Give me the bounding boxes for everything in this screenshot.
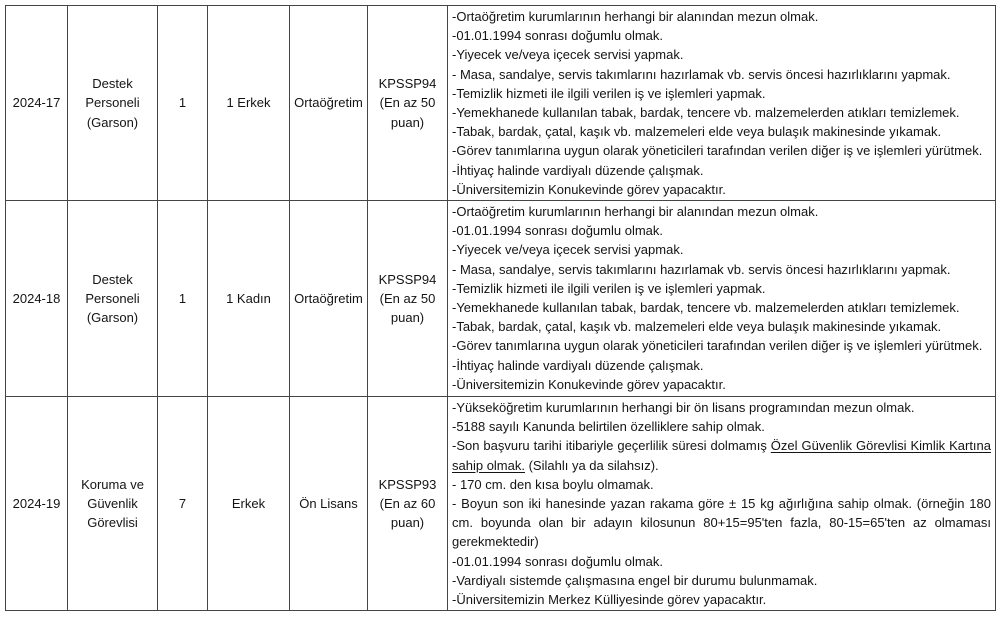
gender-cell: Erkek <box>208 397 290 611</box>
gender-cell: 1 Erkek <box>208 6 290 201</box>
job-table-body <box>6 6 996 611</box>
gender-cell: 1 Kadın <box>208 201 290 397</box>
education-cell: Ortaöğretim <box>290 6 368 201</box>
requirement-line: -5188 sayılı Kanunda belirtilen özelliklere sahip olmak. <box>452 419 765 435</box>
requirement-text: -Son başvuru tarihi itibariyle geçerlilik süresi dolmamış <box>452 438 771 454</box>
job-title-cell: Destek Personeli (Garson) <box>68 6 158 201</box>
job-title-cell: Destek Personeli (Garson) <box>68 201 158 397</box>
education-cell: Ortaöğretim <box>290 201 368 397</box>
position-count-cell: 7 <box>158 397 208 611</box>
requirement-line: -Üniversitemizin Merkez Külliyesinde görev yapacaktır. <box>452 592 767 608</box>
requirement-line: -Üniversitemizin Konukevinde görev yapacaktır. <box>452 376 726 392</box>
requirement-line: -İhtiyaç halinde vardiyalı düzende çalışmak. <box>452 357 704 373</box>
requirement-line: -Görev tanımlarına uygun olarak yöneticileri tarafından verilen diğer iş ve işlemleri yürütmek. <box>452 143 983 159</box>
requirement-line: -01.01.1994 sonrası doğumlu olmak. <box>452 223 664 239</box>
requirement-line: -Ortaöğretim kurumlarının herhangi bir alanından mezun olmak. <box>452 9 819 24</box>
requirement-line: -Temizlik hizmeti ile ilgili verilen iş ve işlemleri yapmak. <box>452 280 766 296</box>
requirement-line: -Tabak, bardak, çatal, kaşık vb. malzemeleri elde veya bulaşık makinesinde yıkamak. <box>452 319 942 335</box>
requirement-line: -Ortaöğretim kurumlarının herhangi bir alanından mezun olmak. <box>452 204 819 220</box>
job-title-cell: Koruma ve Güvenlik Görevlisi <box>68 397 158 611</box>
kpss-score-cell: KPSSP94 (En az 50 puan) <box>368 201 448 397</box>
position-count-cell: 1 <box>158 201 208 397</box>
requirement-line: -Vardiyalı sistemde çalışmasına engel bir durumu bulunmamak. <box>452 572 818 588</box>
underlined-requirement-text: Özel Güvenlik Görevlisi Kimlik Kartına sahip olmak. <box>452 438 992 473</box>
requirement-line: -Tabak, bardak, çatal, kaşık vb. malzemeleri elde veya bulaşık makinesinde yıkamak. <box>452 124 942 140</box>
table-row <box>6 201 996 397</box>
requirement-line <box>452 436 991 474</box>
requirement-line: -Yemekhanede kullanılan tabak, bardak, tencere vb. malzemelerden atıkları temizlemek. <box>452 105 960 121</box>
requirement-line: -İhtiyaç halinde vardiyalı düzende çalışmak. <box>452 162 704 178</box>
requirement-line: -Temizlik hizmeti ile ilgili verilen iş ve işlemleri yapmak. <box>452 85 766 101</box>
job-code-cell: 2024-18 <box>6 201 68 397</box>
requirements-cell <box>448 397 996 611</box>
requirement-line: -Yiyecek ve/veya içecek servisi yapmak. <box>452 242 684 258</box>
job-postings-table-container <box>5 5 996 611</box>
requirement-line: -Yemekhanede kullanılan tabak, bardak, tencere vb. malzemelerden atıkları temizlemek. <box>452 300 960 316</box>
requirements-cell <box>448 6 996 201</box>
education-cell: Ön Lisans <box>290 397 368 611</box>
requirements-cell <box>448 201 996 397</box>
requirement-line: - 170 cm. den kısa boylu olmamak. <box>452 476 654 492</box>
job-code-cell: 2024-17 <box>6 6 68 201</box>
table-row <box>6 6 996 201</box>
requirement-line: - Masa, sandalye, servis takımlarını hazırlamak vb. servis öncesi hazırlıklarını yapmak. <box>452 66 951 82</box>
kpss-score-cell: KPSSP93 (En az 60 puan) <box>368 397 448 611</box>
requirement-line: -01.01.1994 sonrası doğumlu olmak. <box>452 28 664 44</box>
job-code-cell: 2024-19 <box>6 397 68 611</box>
job-postings-table <box>5 5 996 611</box>
requirement-line: -Yiyecek ve/veya içecek servisi yapmak. <box>452 47 684 63</box>
requirement-text: (Silahlı ya da silahsız). <box>524 457 659 473</box>
requirement-line: - Masa, sandalye, servis takımlarını hazırlamak vb. servis öncesi hazırlıklarını yapmak. <box>452 261 951 277</box>
requirement-line: -Yükseköğretim kurumlarının herhangi bir ön lisans programından mezun olmak. <box>452 400 915 416</box>
kpss-score-cell: KPSSP94 (En az 50 puan) <box>368 6 448 201</box>
requirement-line: -Görev tanımlarına uygun olarak yöneticileri tarafından verilen diğer iş ve işlemleri yürütmek. <box>452 338 983 354</box>
requirement-line: -Üniversitemizin Konukevinde görev yapacaktır. <box>452 181 726 197</box>
requirement-line: -01.01.1994 sonrası doğumlu olmak. <box>452 553 664 569</box>
requirement-line: - Boyun son iki hanesinde yazan rakama göre ± 15 kg ağırlığına sahip olmak. (örneğin 180 cm. boyunda olan bir adayın kilosunun 80+15=95'ten fazla, 80-15=65'ten az olmaması gerekmektedir) <box>452 496 991 550</box>
position-count-cell: 1 <box>158 6 208 201</box>
table-row <box>6 397 996 611</box>
